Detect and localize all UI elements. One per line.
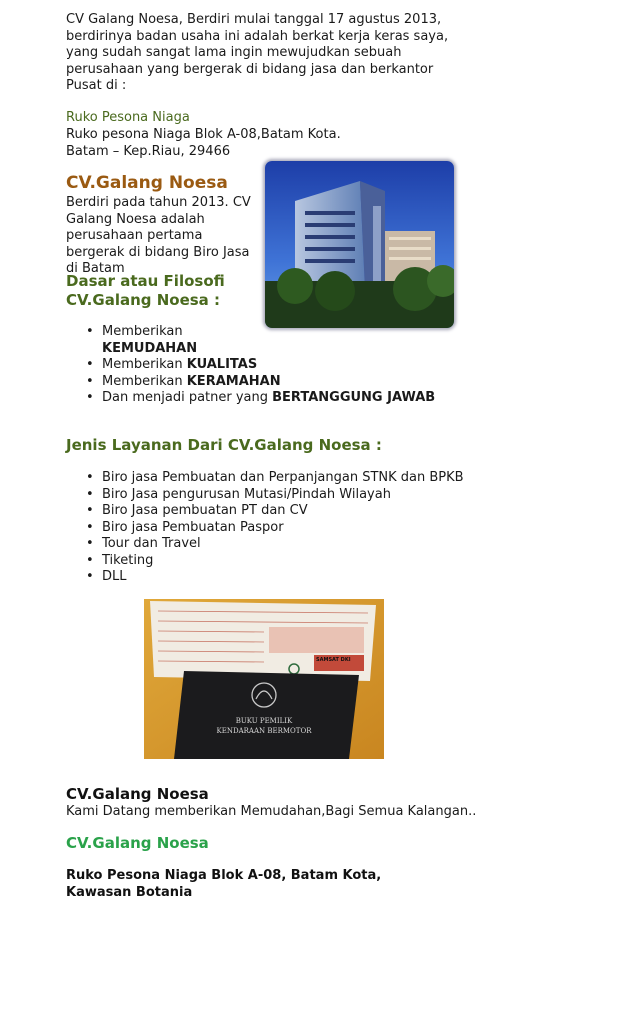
services-list xyxy=(66,470,546,586)
philosophy-item xyxy=(66,357,506,374)
philosophy-title-line2: CV.Galang Noesa : xyxy=(66,291,221,309)
samsat-stamp-text: SAMSAT DKI xyxy=(316,657,351,663)
footer-address: Ruko Pesona Niaga Blok A-08, Batam Kota, Kawasan Botania xyxy=(66,868,382,900)
intro-paragraph: CV Galang Noesa, Berdiri mulai tanggal 17 agustus 2013, berdirinya badan usaha ini adalah berkat kerja keras saya, yang sudah sangat lama ingin mewujudkan sebuah perusahaan yang bergerak di bidang jasa dan berkantor Pusat di : xyxy=(66,12,449,93)
philosophy-item-bold: KERAMAHAN xyxy=(186,373,281,389)
about-title: CV.Galang Noesa xyxy=(66,173,228,193)
service-item: • Tour dan Travel xyxy=(66,536,546,553)
philosophy-item-bold: KEMUDAHAN xyxy=(102,340,198,356)
service-item: • Tiketing xyxy=(66,553,546,570)
service-item: • Biro Jasa pengurusan Mutasi/Pindah Wilayah xyxy=(66,487,546,504)
service-item: • Biro Jasa pembuatan PT dan CV xyxy=(66,503,546,520)
philosophy-title-line1: Dasar atau Filosofi xyxy=(66,272,225,290)
philosophy-item-prefix: Dan menjadi patner yang xyxy=(102,390,273,405)
services-title: Jenis Layanan Dari CV.Galang Noesa : xyxy=(66,436,382,454)
philosophy-item xyxy=(66,374,506,391)
service-item: • Biro jasa Pembuatan Paspor xyxy=(66,520,546,537)
office-heading: Ruko Pesona Niaga xyxy=(66,110,190,125)
philosophy-item-prefix: Memberikan xyxy=(102,357,187,372)
service-item: • Biro jasa Pembuatan dan Perpanjangan STNK dan BPKB xyxy=(66,470,546,487)
book-title-line2: KENDARAAN BERMOTOR xyxy=(216,727,312,735)
office-address xyxy=(66,127,386,160)
philosophy-item-prefix: Memberikan xyxy=(102,324,183,339)
philosophy-list xyxy=(66,324,506,407)
office-address-line1: Ruko pesona Niaga Blok A-08,Batam Kota. xyxy=(66,127,341,142)
vehicle-documents-photo xyxy=(144,599,384,759)
about-text: Berdiri pada tahun 2013. CV Galang Noesa adalah perusahaan pertama bergerak di bidang Biro Jasa di Batam xyxy=(66,195,251,276)
philosophy-item-bold: BERTANGGUNG JAWAB xyxy=(272,390,436,405)
philosophy-item xyxy=(66,390,506,407)
book-title-line1: BUKU PEMILIK xyxy=(235,717,293,725)
philosophy-item-prefix: Memberikan xyxy=(102,373,187,389)
footer-brand: CV.Galang Noesa xyxy=(66,785,209,803)
footer-tagline: Kami Datang memberikan Memudahan,Bagi Semua Kalangan.. xyxy=(66,804,477,819)
philosophy-title xyxy=(66,272,266,310)
service-item: • DLL xyxy=(66,569,546,586)
office-address-line2: Batam – Kep.Riau, 29466 xyxy=(66,143,231,159)
footer-brand-green: CV.Galang Noesa xyxy=(66,834,209,852)
philosophy-item-bold: KUALITAS xyxy=(186,357,258,372)
office-building-photo xyxy=(265,161,454,328)
philosophy-item xyxy=(66,324,506,357)
